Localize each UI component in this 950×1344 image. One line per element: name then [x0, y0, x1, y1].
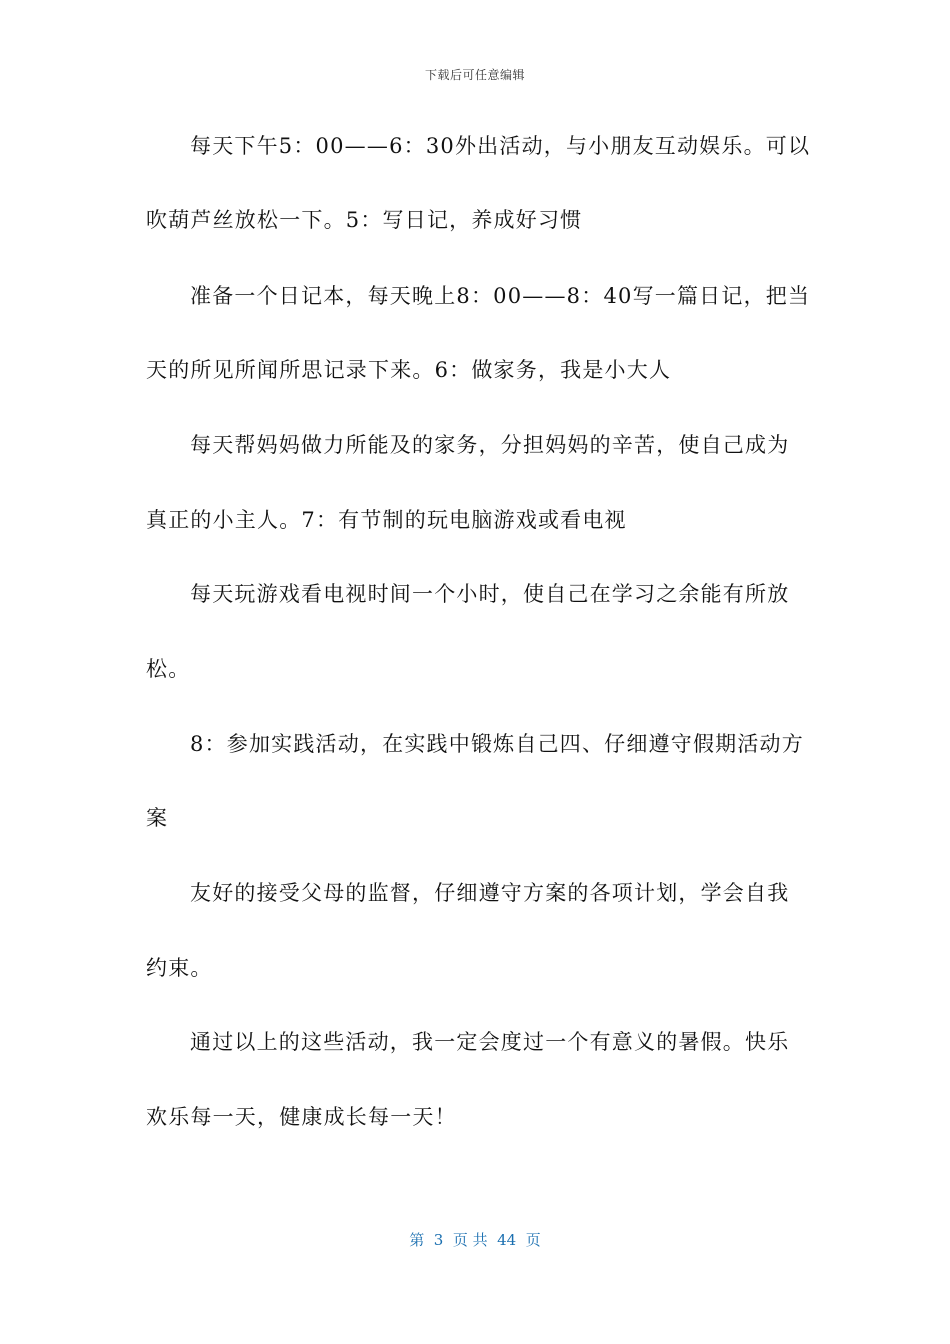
text-line: 真正的小主人。7：有节制的玩电脑游戏或看电视: [146, 508, 627, 532]
text-line: 欢乐每一天，健康成长每一天！: [146, 1105, 457, 1129]
text-line: 天的所见所闻所思记录下来。6：做家务，我是小大人: [146, 358, 672, 382]
text-line: 准备一个日记本，每天晚上8：00——8：40写一篇日记，把当: [190, 284, 811, 308]
page-number-footer: 第 3 页 共 44 页: [409, 1231, 541, 1249]
text-line: 每天下午5：00——6：30外出活动，与小朋友互动娱乐。可以: [190, 134, 811, 158]
text-line: 案: [146, 806, 169, 830]
text-line: 8：参加实践活动，在实践中锻炼自己四、仔细遵守假期活动方: [190, 732, 804, 756]
text-line: 吹葫芦丝放松一下。5：写日记，养成好习惯: [146, 208, 583, 232]
text-line: 约束。: [146, 956, 213, 980]
text-line: 每天帮妈妈做力所能及的家务，分担妈妈的辛苦，使自己成为: [190, 433, 790, 457]
page-header: 下载后可任意编辑: [424, 68, 525, 82]
text-line: 松。: [146, 657, 191, 681]
text-line: 每天玩游戏看电视时间一个小时，使自己在学习之余能有所放: [190, 582, 790, 606]
text-line: 通过以上的这些活动，我一定会度过一个有意义的暑假。快乐: [190, 1030, 790, 1054]
text-line: 友好的接受父母的监督，仔细遵守方案的各项计划，学会自我: [190, 881, 790, 905]
